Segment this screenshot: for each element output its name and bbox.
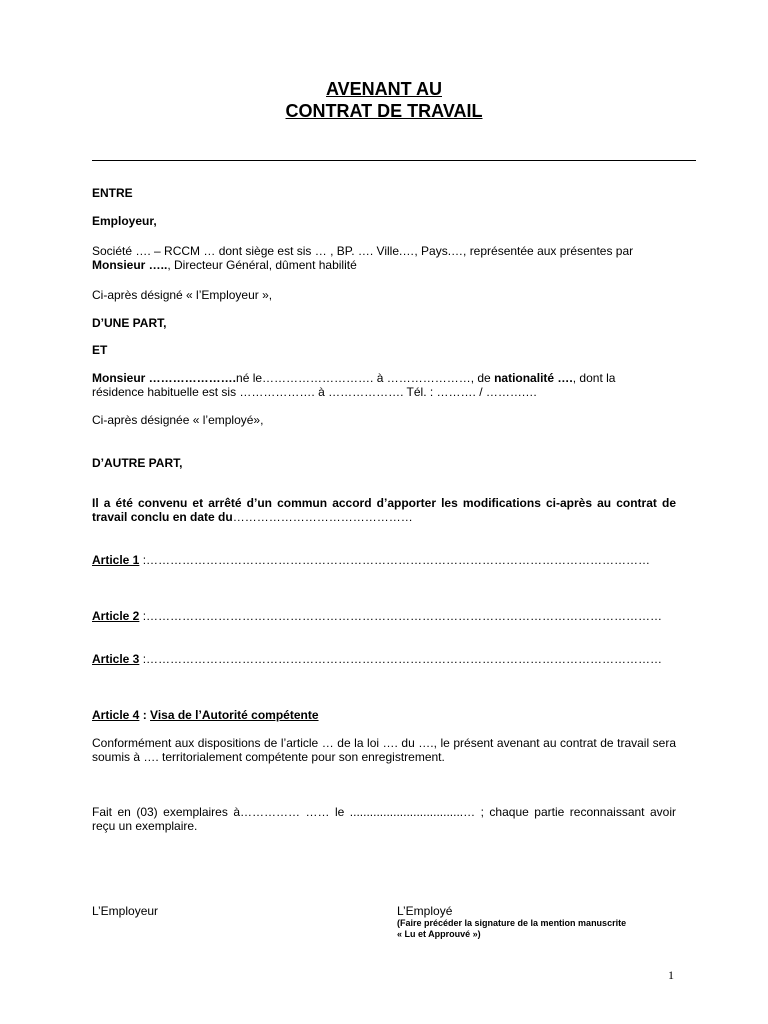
une-part-label: D’UNE PART, xyxy=(92,316,167,330)
article-4-heading xyxy=(92,708,676,722)
entre-label: ENTRE xyxy=(92,186,133,200)
document-title-line1: AVENANT AU xyxy=(326,79,442,99)
employe-line2: résidence habituelle est sis ………………. à ………………. Tél. : ………. / ……….… xyxy=(92,385,538,399)
employe-monsieur: Monsieur …………………. xyxy=(92,371,237,385)
title-divider xyxy=(92,160,696,161)
article-1-text: :……………………………………………………………………………………………………………… xyxy=(139,553,651,567)
article-3 xyxy=(92,652,676,666)
signature-employe-block xyxy=(397,904,626,940)
document-title-line2: CONTRAT DE TRAVAIL xyxy=(285,101,483,121)
article-4-label: Article 4 xyxy=(92,708,140,722)
article-4-sep: : xyxy=(139,708,151,722)
signature-employeur: L’Employeur xyxy=(92,904,159,918)
article-4-title: Visa de l’Autorité compétente xyxy=(150,708,319,722)
convenu-text: Il a été convenu et arrêté d’un commun accord d’apporter les modifications ci-après au contrat de travail conclu en date du xyxy=(92,496,676,524)
signature-mention-line2: « Lu et Approuvé ») xyxy=(397,929,481,939)
signature-mention-line1: (Faire précéder la signature de la mention manuscrite xyxy=(397,918,627,928)
societe-rest: , Directeur Général, dûment habilité xyxy=(167,258,357,272)
societe-line: Société …. – RCCM … dont siège est sis … , BP. …. Ville.…, Pays.…, représentée aux présentes par xyxy=(92,244,634,258)
employeur-heading: Employeur, xyxy=(92,214,157,228)
ci-apres-employeur: Ci-après désigné « l’Employeur », xyxy=(92,288,273,302)
convenu-dots: ……………………………………… xyxy=(232,510,413,524)
article-2-text: :………………………………………………………………………………………………………………… xyxy=(139,609,663,623)
autre-part-label: D’AUTRE PART, xyxy=(92,456,183,470)
article-2-label: Article 2 xyxy=(92,609,140,623)
article-3-text: :………………………………………………………………………………………………………………… xyxy=(139,652,663,666)
article-3-label: Article 3 xyxy=(92,652,140,666)
societe-line2 xyxy=(92,258,676,272)
ci-apres-employe: Ci-après désignée « l’employé», xyxy=(92,413,264,427)
article-2 xyxy=(92,609,676,623)
convenu-paragraph xyxy=(92,496,676,524)
signature-employe: L’Employé xyxy=(397,904,453,918)
employe-ne-le: né le………………………. à …………………, de xyxy=(236,371,495,385)
article-1-label: Article 1 xyxy=(92,553,140,567)
fait-en-paragraph: Fait en (03) exemplaires à…………… …… le ..................................… ; chaque partie reconnaissant avoir reçu un exemplaire. xyxy=(92,805,676,833)
page-number: 1 xyxy=(668,968,674,982)
societe-paragraph xyxy=(92,244,676,272)
societe-monsieur: Monsieur ….. xyxy=(92,258,168,272)
et-label: ET xyxy=(92,343,108,357)
employe-paragraph xyxy=(92,371,676,399)
employe-nationalite: nationalité …. xyxy=(494,371,573,385)
employe-line1 xyxy=(92,371,676,385)
article-1 xyxy=(92,553,676,567)
employe-dont-la: , dont la xyxy=(572,371,616,385)
conforme-paragraph: Conformément aux dispositions de l’article … de la loi …. du …., le présent avenant au contrat de travail sera soumis à …. territorialement compétente pour son enregistrement. xyxy=(92,736,676,764)
